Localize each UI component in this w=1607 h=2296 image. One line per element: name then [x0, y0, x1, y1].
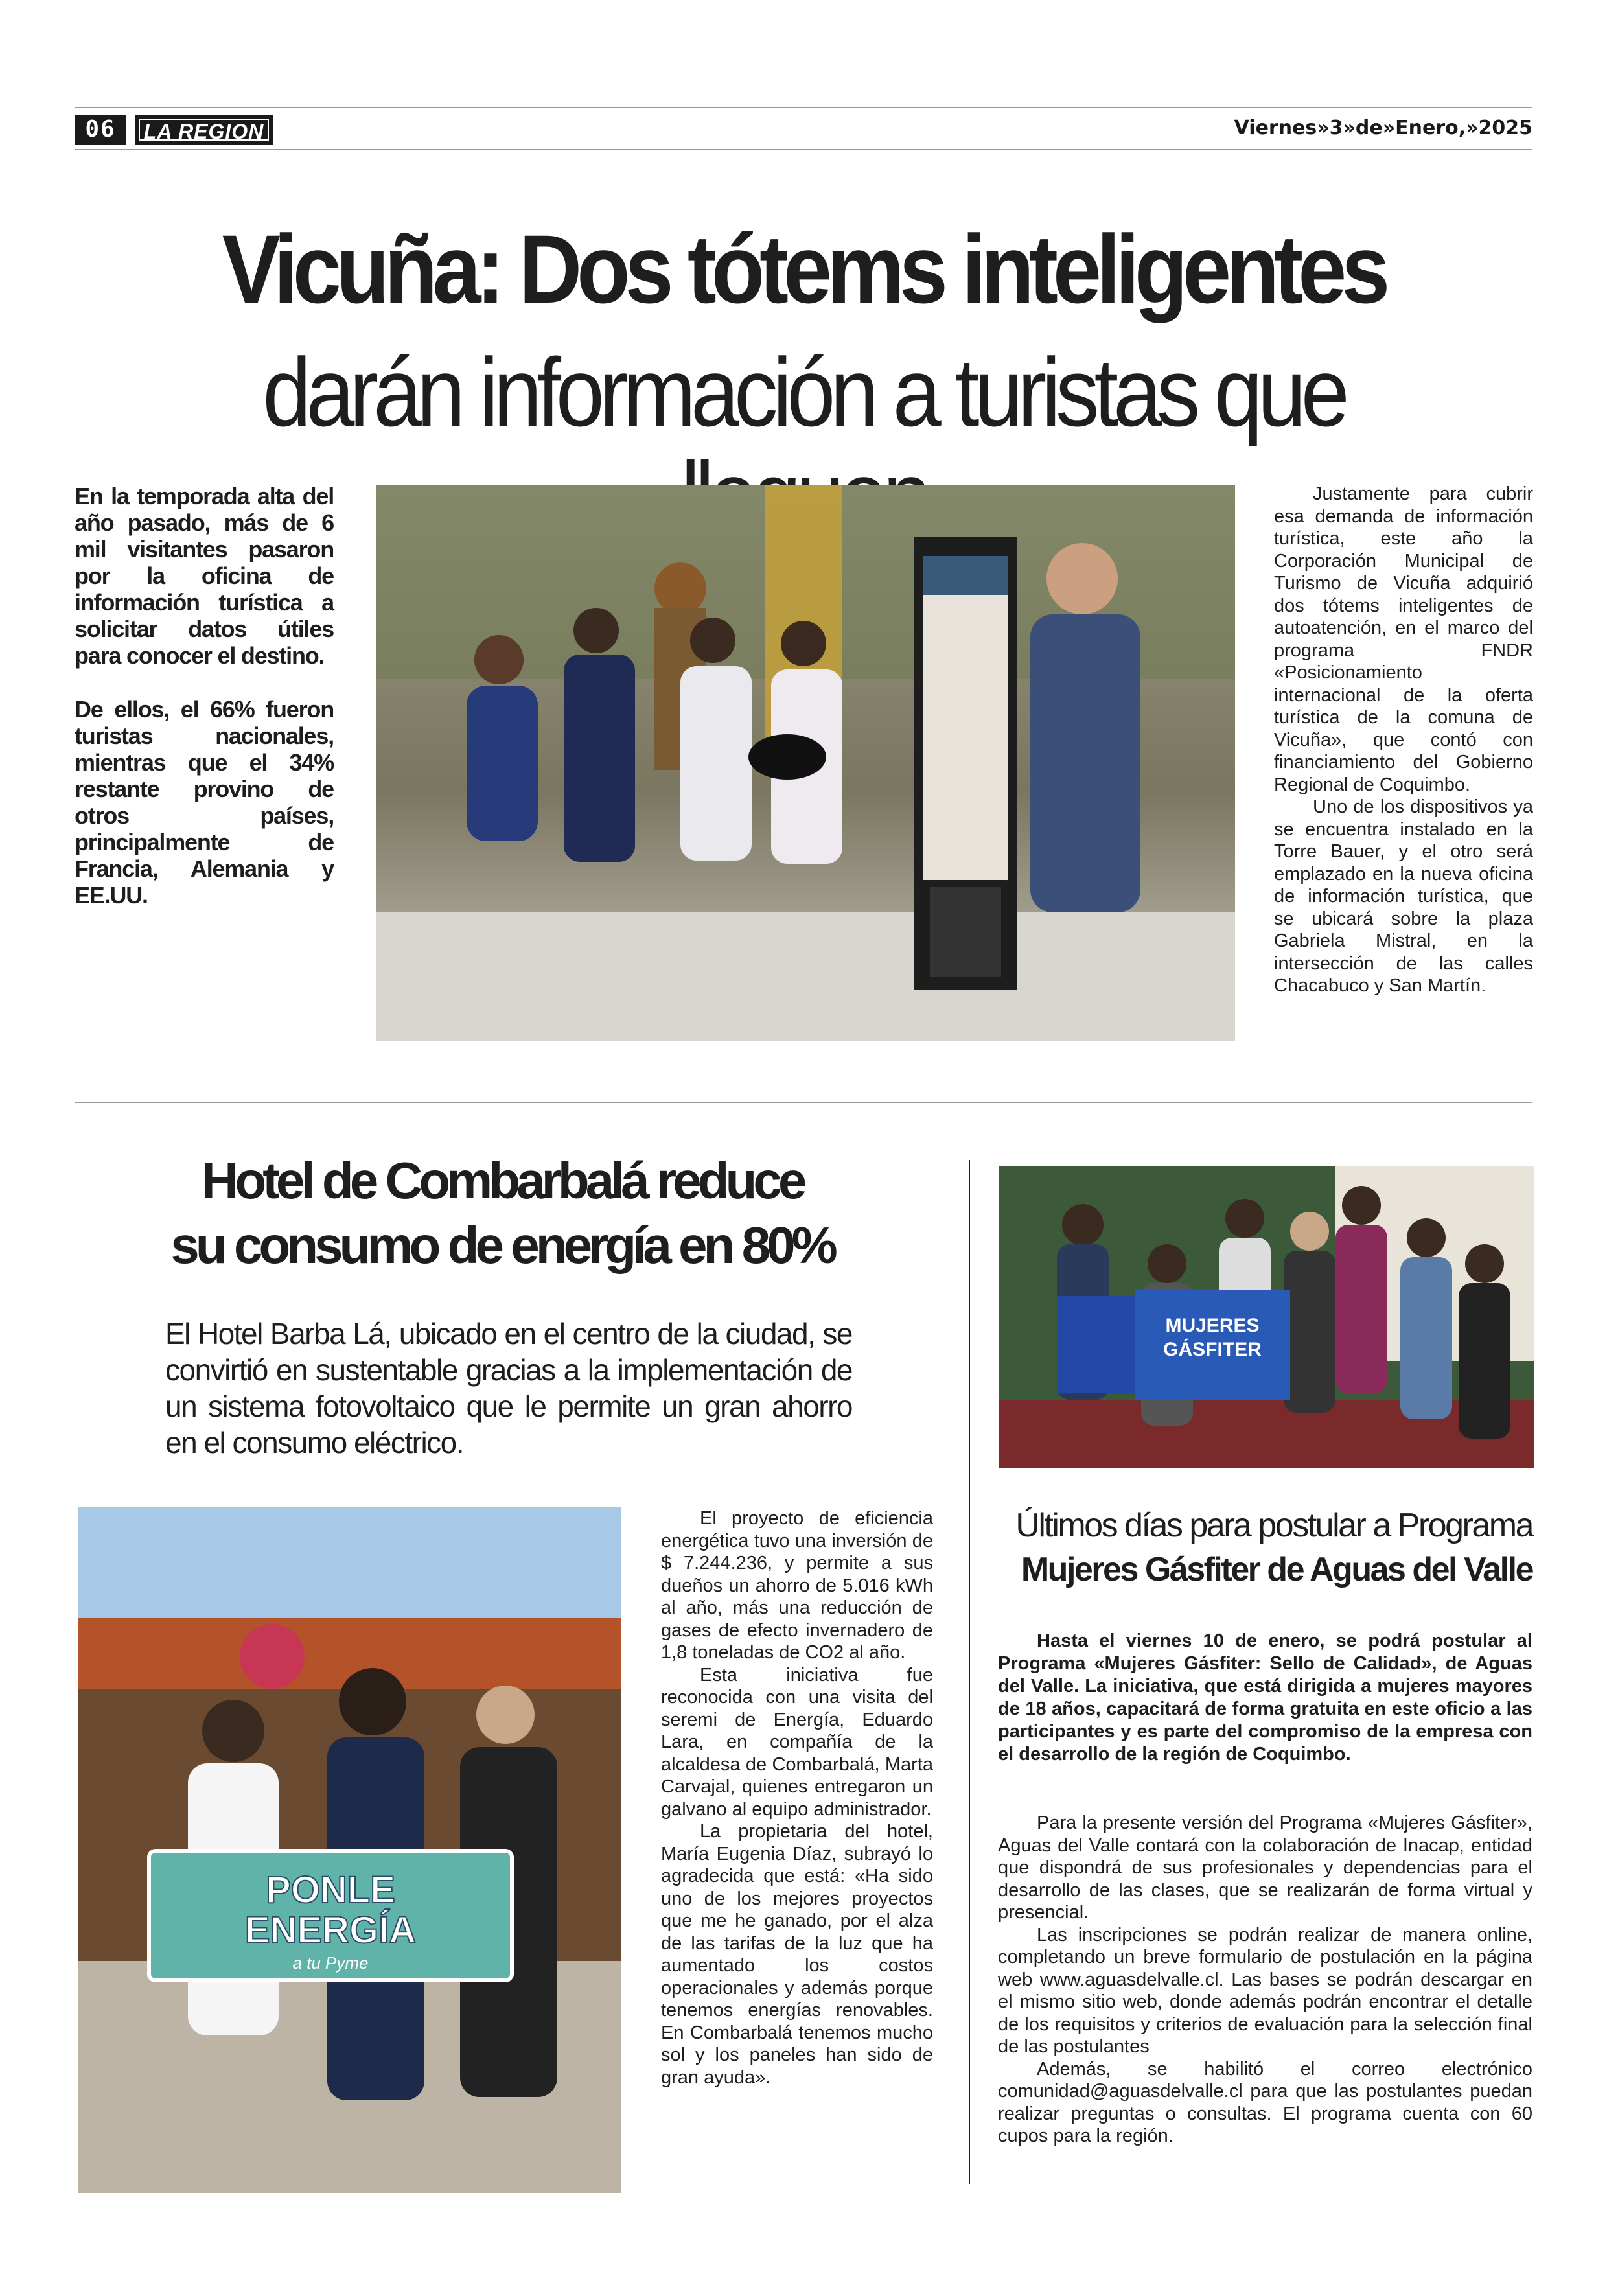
article3-sign-line1: MUJERES — [1165, 1315, 1260, 1336]
section-divider — [75, 1102, 1532, 1103]
article3-body-paragraph-1: Para la presente versión del Programa «Mujeres Gásfiter», Aguas del Valle contará con la colaboración de Inacap, entidad que dispondrá de sus profesionales y dependencias para el desarrollo de las clases, que se realizarán de forma virtual y presencial. — [998, 1813, 1532, 1923]
article1-body-paragraph-1: Justamente para cubrir esa demanda de información turística, este año la Corporación Municipal de Turismo de Vicuña adquirió dos tótems inteligentes de autoatención, en el marco del programa FNDR «Posicionamiento internacional de la oferta turística de la comuna de Vicuña», que contó con financiamiento del Gobierno Regional de Coquimbo. — [1274, 483, 1533, 795]
article3-sign-line2: GÁSFITER — [1163, 1339, 1262, 1360]
article2-photo-hotel — [78, 1507, 621, 2193]
article2-body-paragraph-3: La propietaria del hotel, María Eugenia Díaz, subrayó lo agradecida que está: «Ha sido uno de los mejores proyectos que me he ganado, por el alza de las tarifas de la luz que ha aumentado los costos operacionales y además porque tenemos energías renovables. En Combarbalá tenemos mucho sol y los paneles han sido de gran ayuda». — [661, 1821, 933, 2088]
article2-photo-image — [78, 1507, 621, 2193]
article1-lead-paragraph-1: En la temporada alta del año pasado, más de 6 mil visitantes pasaron por la oficina de información turística a solicitar datos útiles para conocer el destino. — [75, 483, 334, 669]
article3-body — [998, 1812, 1532, 2148]
article1-photo-image — [376, 485, 1235, 1041]
article2-headline-line2: su consumo de energía en 80% — [170, 1216, 834, 1274]
article2-headline — [75, 1148, 930, 1278]
article2-body-paragraph-1: El proyecto de eficiencia energética tuvo una inversión de $ 7.244.236, y permite a sus dueños un ahorro de 5.016 kWh al año, más una reducción de gases de efecto invernadero de 1,8 toneladas de CO2 al año. — [661, 1508, 933, 1663]
article2-sign-line3: a tu Pyme — [292, 1953, 369, 1973]
column-rule — [969, 1160, 970, 2184]
article1-headline-line2: darán información a turistas que — [262, 338, 1345, 446]
article1-photo-totem — [376, 485, 1235, 1041]
article3-intro-paragraph: Hasta el viernes 10 de enero, se podrá postular al Programa «Mujeres Gásfiter: Sello de Calidad», de Aguas del Valle. La iniciativa, que está dirigida a mujeres mayores de 18 años, capacitará de forma gratuita en este oficio a las participantes y es parte del compromiso de la empresa con el desarrollo de la región de Coquimbo. — [998, 1630, 1532, 1765]
article1-lead — [75, 483, 334, 909]
article2-deck: El Hotel Barba Lá, ubicado en el centro de la ciudad, se convirtió en sustentable gracias a la implementación de un sistema fotovoltaico que le permite un gran ahorro en el consumo eléctrico. — [165, 1317, 852, 1459]
article2-body-paragraph-2: Esta iniciativa fue reconocida con una visita del seremi de Energía, Eduardo Lara, en compañía de la alcaldesa de Combarbalá, Marta Carvajal, quienes entregaron un galvano al equipo administrador. — [661, 1664, 933, 1820]
header-rule-bottom — [75, 149, 1532, 150]
article3-photo-image — [999, 1166, 1534, 1468]
article2-body — [661, 1507, 933, 2089]
page-number: 06 — [75, 115, 126, 145]
header-rule-top — [75, 107, 1532, 108]
masthead-logo: LA REGION — [135, 115, 273, 145]
issue-date: Viernes»3»de»Enero,»2025 — [1234, 117, 1532, 139]
article1-lead-paragraph-2: De ellos, el 66% fueron turistas nacionales, mientras que el 34% restante provino de otros países, principalmente de Francia, Alemania y EE.UU. — [75, 696, 334, 909]
article2-sign-line1: PONLE — [266, 1869, 395, 1911]
article3-headline-line1: Últimos días para postular a Programa — [1015, 1507, 1532, 1544]
article2-headline-line1: Hotel de Combarbalá reduce — [201, 1152, 804, 1209]
article2-sign-line2: ENERGÍA — [244, 1909, 417, 1951]
article1-body-paragraph-2: Uno de los dispositivos ya se encuentra instalado en la Torre Bauer, y el otro será emplazado en la nueva oficina de información turística, que se ubicará sobre la plaza Gabriela Mistral, en la intersección de las calles Chacabuco y San Martín. — [1274, 796, 1533, 996]
article3-photo-group — [999, 1166, 1534, 1468]
article3-body-paragraph-2: Las inscripciones se podrán realizar de manera online, completando un breve formulario de postulación en la página web www.aguasdelvalle.cl. Las bases se podrán descargar en el mismo sitio web, donde además podrán encontrar el detalle de los requisitos y criterios de evaluación para la selección final de las postulantes — [998, 1924, 1532, 2057]
article3-headline — [998, 1503, 1532, 1592]
article1-body — [1274, 483, 1533, 997]
article1-headline-line1: Vicuña: Dos tótems inteligentes — [222, 215, 1385, 323]
article3-intro — [998, 1630, 1532, 1766]
article3-headline-line2: Mujeres Gásfiter de Aguas del Valle — [1021, 1551, 1532, 1588]
article3-body-paragraph-3: Además, se habilitó el correo electrónico comunidad@aguasdelvalle.cl para que las postulantes puedan realizar preguntas o consultas. El programa cuenta con 60 cupos para la región. — [998, 2058, 1532, 2146]
